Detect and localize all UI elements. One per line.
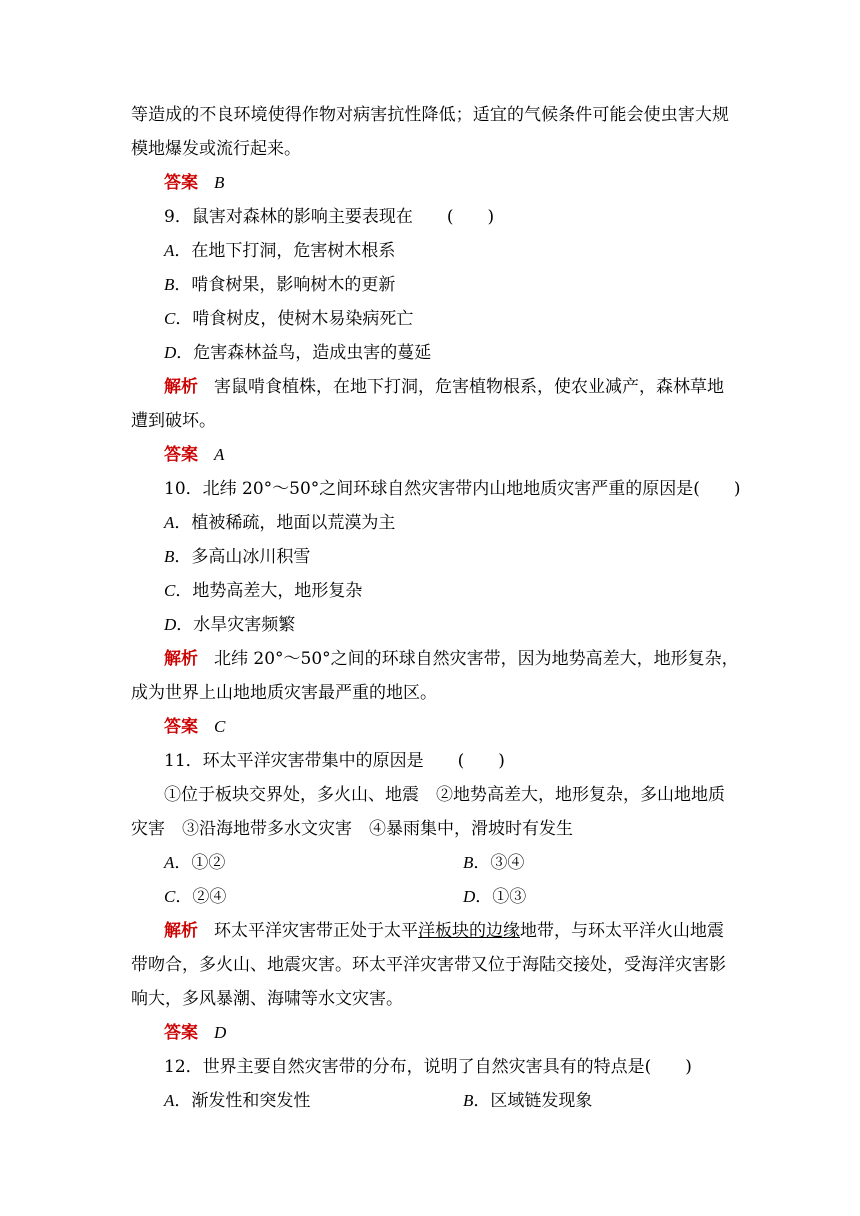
- answer-line: [164, 171, 224, 195]
- analysis-underlined-text: 洋板块的边缘: [418, 921, 520, 941]
- answer-value: D: [214, 1023, 227, 1042]
- option-text: ．①③: [475, 887, 527, 907]
- option-letter: A: [164, 241, 175, 260]
- option-c: [164, 887, 226, 907]
- answer-value: C: [214, 717, 226, 736]
- answer-label: 答案: [164, 717, 198, 737]
- answer-label: 答案: [164, 173, 198, 193]
- option-letter: A: [164, 853, 175, 872]
- answer-label: 答案: [164, 1023, 198, 1043]
- option-text: ．在地下打洞，危害树木根系: [174, 241, 396, 261]
- option-letter: C: [164, 581, 176, 600]
- answer-value: A: [214, 445, 225, 464]
- analysis-text-cont: 响大，多风暴潮、海啸等水文灾害。: [131, 989, 403, 1009]
- analysis-line: [164, 919, 724, 943]
- option-text: ．③④: [473, 853, 525, 873]
- option-letter: A: [164, 1091, 175, 1110]
- option-text: ．渐发性和突发性: [174, 1091, 311, 1111]
- option-b: [164, 545, 310, 569]
- question-stem: 11．环太平洋灾害带集中的原因是 ( ): [164, 751, 505, 771]
- question-stem: 9．鼠害对森林的影响主要表现在 ( ): [164, 207, 495, 227]
- option-letter: D: [463, 887, 476, 906]
- option-letter: B: [463, 1091, 474, 1110]
- option-text: ．危害森林益鸟，造成虫害的蔓延: [176, 343, 432, 363]
- analysis-text: 地带，与环太平洋火山地震: [520, 921, 724, 941]
- options-row: [164, 885, 764, 909]
- option-text: ．植被稀疏，地面以荒漠为主: [174, 513, 396, 533]
- question-stem: 12．世界主要自然灾害带的分布，说明了自然灾害具有的特点是( ): [164, 1057, 692, 1077]
- option-c: [164, 579, 362, 603]
- analysis-text-cont: 带吻合，多火山、地震灾害。环太平洋灾害带又位于海陆交接处，受海洋灾害影: [131, 955, 726, 975]
- option-text: ．②④: [175, 887, 227, 907]
- analysis-label: 解析: [164, 377, 198, 397]
- paragraph-line: [131, 103, 729, 127]
- option-a: [164, 853, 225, 873]
- analysis-line: [164, 375, 724, 399]
- option-letter: B: [164, 275, 175, 294]
- option-letter: A: [164, 513, 175, 532]
- option-b: [463, 1089, 592, 1113]
- analysis-text-cont: 遭到破坏。: [131, 411, 216, 431]
- option-text: ．区域链发现象: [473, 1091, 593, 1111]
- option-letter: B: [164, 547, 175, 566]
- option-d: [164, 613, 295, 637]
- answer-line: [164, 715, 225, 739]
- option-text: ．地势高差大，地形复杂: [175, 581, 363, 601]
- analysis-label: 解析: [164, 649, 198, 669]
- answer-line: [164, 1021, 226, 1045]
- option-d: [463, 885, 526, 909]
- intro-text-line-1: 等造成的不良环境使得作物对病害抗性降低；适宜的气候条件可能会使虫害大规: [131, 105, 729, 125]
- options-row: [164, 1089, 764, 1113]
- option-b: [463, 851, 524, 875]
- option-letter: C: [164, 887, 176, 906]
- intro-text-line-2: 模地爆发或流行起来。: [131, 139, 301, 159]
- option-text: ．啃食树皮，使树木易染病死亡: [175, 309, 414, 329]
- analysis-text: 害鼠啃食植株，在地下打洞，危害植物根系，使农业减产，森林草地: [214, 377, 724, 397]
- option-a: [164, 239, 395, 263]
- option-letter: D: [164, 615, 177, 634]
- analysis-text: 北纬 20°～50°之间的环球自然灾害带，因为地势高差大，地形复杂，: [214, 649, 739, 669]
- option-c: [164, 307, 413, 331]
- answer-label: 答案: [164, 445, 198, 465]
- question-stem: 10．北纬 20°～50°之间环球自然灾害带内山地地质灾害严重的原因是( ): [164, 479, 741, 499]
- option-text: ．①②: [174, 853, 226, 873]
- option-text: ．多高山冰川积雪: [174, 547, 311, 567]
- option-text: ．啃食树果，影响树木的更新: [174, 275, 396, 295]
- option-letter: C: [164, 309, 176, 328]
- analysis-label: 解析: [164, 921, 198, 941]
- analysis-text: 环太平洋灾害带正处于太平: [214, 921, 418, 941]
- option-b: [164, 273, 395, 297]
- option-letter: D: [164, 343, 177, 362]
- option-a: [164, 511, 395, 535]
- option-d: [164, 341, 431, 365]
- question-items-line-1: ①位于板块交界处，多火山、地震 ②地势高差大，地形复杂，多山地地质: [164, 785, 725, 805]
- option-text: ．水旱灾害频繁: [176, 615, 296, 635]
- option-a: [164, 1091, 310, 1111]
- answer-line: [164, 443, 224, 467]
- analysis-line: [164, 647, 739, 671]
- option-letter: B: [463, 853, 474, 872]
- analysis-text-cont: 成为世界上山地地质灾害最严重的地区。: [131, 683, 437, 703]
- question-items-line-2: 灾害 ③沿海地带多水文灾害 ④暴雨集中，滑坡时有发生: [131, 819, 573, 839]
- options-row: [164, 851, 764, 875]
- answer-value: B: [214, 173, 225, 192]
